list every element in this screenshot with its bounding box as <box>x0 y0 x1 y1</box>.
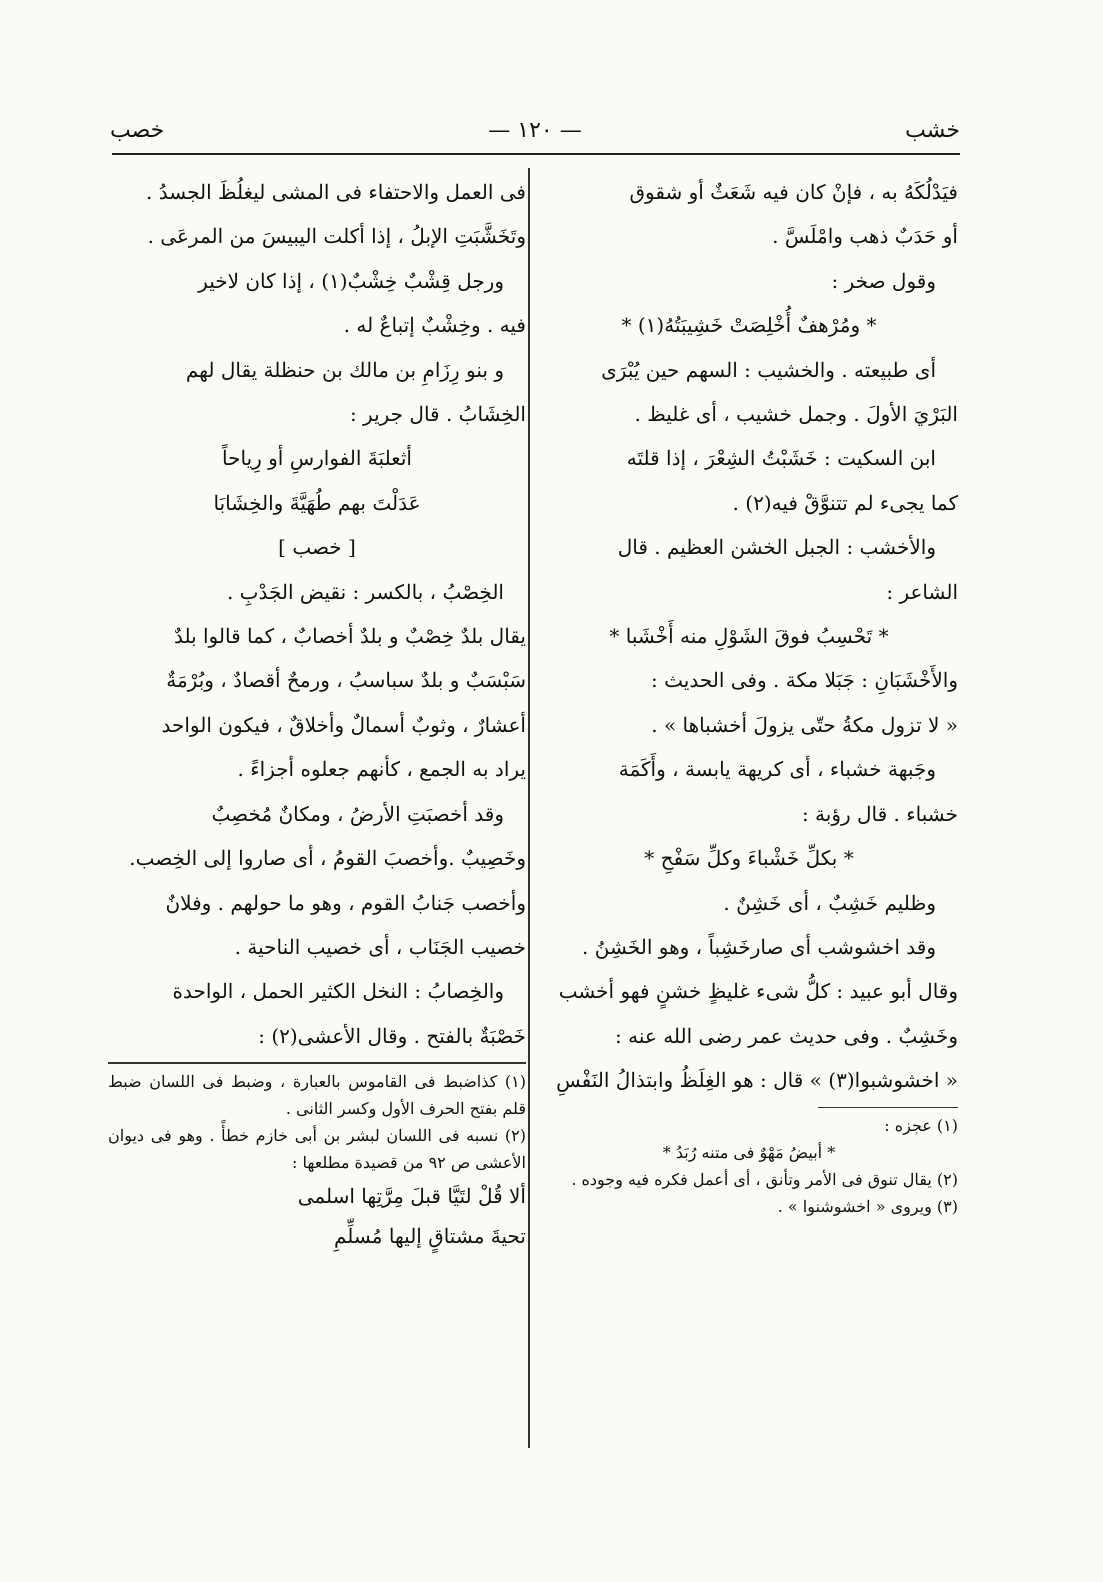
text-line: والأَخْشَبَانِ : جَبَلا مكة . وفى الحديث : <box>651 668 958 693</box>
page-header <box>110 118 960 152</box>
text-line: أى طبيعته . والخشيب : السهم حين يُبْرَى <box>601 357 936 382</box>
text-line: خشباء . قال رؤبة : <box>801 801 958 826</box>
text-line: « اخشوشبوا(٣) » قال : هو الغِلَظُ وابتذالُ النَفْسِ <box>556 1068 958 1093</box>
text-line: الخِصْبُ ، بالكسر : نقيض الجَدْبِ . <box>226 579 504 604</box>
text-line: خصيب الجَنَاب ، أى خصيب الناحية . <box>234 934 526 959</box>
text-line: يقال بلدٌ خِصْبٌ و بلدٌ أخصابٌ ، كما قالوا بلدٌ <box>173 624 526 649</box>
footnote: (٣) ويروى « اخشوشنوا » . <box>777 1197 958 1217</box>
text-line: والخِصابُ : النخل الكثير الحمل ، الواحدة <box>172 979 504 1004</box>
text-line: وخَشِبٌ . وفى حديث عمر رضى الله عنه : <box>615 1023 958 1048</box>
footnote: (٢) نسبه فى اللسان لبشر بن أبى خازم خطأً . وهو فى ديوان الأعشى ص ٩٢ من قصيدة مطلعها : <box>108 1125 526 1172</box>
text-line: وقول صخر : <box>831 268 936 293</box>
text-line: وقال أبو عبيد : كلُّ شىء غليظٍ خشنٍ فهو أخشب <box>558 979 958 1004</box>
header-next-word: خصب <box>110 118 165 143</box>
text-line: وقد أخصبَتِ الأرضُ ، ومكانٌ مُخصِبٌ <box>211 801 504 826</box>
footnote-verse: ألا قُلْ لتَيَّا قبلَ مِرَّتِها اسلمى <box>297 1183 526 1208</box>
right-column <box>540 170 958 1220</box>
text-line: وظليم خَشِبٌ ، أى خَشِنٌ . <box>723 890 936 915</box>
footnote-rule <box>818 1107 958 1109</box>
text-line: أعشارٌ ، وثوبٌ أسمالٌ وأخلاقٌ ، فيكون الواحد <box>161 712 526 737</box>
text-line: كما يجىء لم تتنوَّقْ فيه(٢) . <box>732 490 958 515</box>
text-line: وتَخَشَّبَتِ الإبلُ ، إذا أكلت اليبيسَ من المرعَى . <box>147 224 526 249</box>
text-line: وخَصِيبٌ .وأخصبَ القومُ ، أى صاروا إلى الخِصب. <box>129 846 526 871</box>
text-line: سَبْسَبٌ و بلدٌ سباسبُ ، ورمحٌ أقصادٌ ، وبُرْمَةٌ <box>166 668 526 693</box>
text-line: وأخصب جَنابُ القوم ، وهو ما حولهم . وفلانٌ <box>165 890 526 915</box>
text-line: وجَبهة خشباء ، أى كريهة يابسة ، وأَكَمَة <box>618 757 936 782</box>
page-number: — ١٢٠ — <box>488 118 582 143</box>
text-line: فى العمل والاحتفاء فى المشى ليغلُظَ الجسدُ . <box>146 180 526 204</box>
text-line: يراد به الجمع ، كأنهم جعلوه أجزاءً . <box>237 757 526 782</box>
footnote-rule <box>108 1062 526 1064</box>
text-line: ورجل قِشْبٌ خِشْبٌ(١) ، إذا كان لاخير <box>198 268 504 293</box>
verse-line: * بكلِّ خَشْباءَ وكلِّ سَفْحِ * <box>644 846 854 871</box>
text-line: و بنو رِزَامِ بن مالك بن حنظلة يقال لهم <box>185 357 504 382</box>
text-line: خَصْبَةٌ بالفتح . وقال الأعشى(٢) : <box>258 1023 526 1048</box>
text-line: ابن السكيت : خَشَبْتُ الشِعْرَ ، إذا قلتَه <box>626 446 936 471</box>
text-line: فيه . وخِشْبٌ إتباعٌ له . <box>343 313 526 338</box>
column-divider <box>528 168 530 1448</box>
header-rule <box>112 153 960 155</box>
poem-line: أثعلبَةَ الفوارسِ أو رِياحاً <box>222 446 412 471</box>
footnote-verse: تحيةَ مشتاقٍ إليها مُسلِّمِ <box>334 1223 526 1248</box>
poem-line: عَدَلْتَ بهم طُهَيَّةَ والخِشَابَا <box>213 490 421 515</box>
footnote: (١) عجزه : <box>884 1116 958 1136</box>
text-line: الخِشَابُ . قال جرير : <box>349 402 526 427</box>
left-column <box>108 170 526 1256</box>
footnote-verse: * أبيضُ مَهْوٌ فى متنه رُبَدُ * <box>662 1143 836 1163</box>
footnote: (٢) يقال تنوق فى الأمر وتأنق ، أى أعمل فكره فيه وجوده . <box>571 1170 958 1190</box>
text-line: أو حَدَبٌ ذهب وامْلَسَّ . <box>772 224 958 249</box>
header-entry-word: خشب <box>905 118 960 143</box>
section-heading: [ خصب ] <box>278 535 356 560</box>
text-line: « لا تزول مكةُ حتّى يزولَ أخشباها » . <box>651 712 958 737</box>
text-line: الشاعر : <box>886 579 958 604</box>
text-line: وقد اخشوشب أى صارخَشِباً ، وهو الخَشِنُ . <box>582 934 936 959</box>
text-line: فيَدْلُكَهُ به ، فإنْ كان فيه شَعَثٌ أو شقوق <box>629 180 958 204</box>
text-line: البَرْيَ الأولَ . وجمل خشيب ، أى غليظ . <box>634 402 958 427</box>
verse-line: * تَحْسِبُ فوقَ الشَوْلِ منه أَخْشَبا * <box>609 624 889 649</box>
footnote: (١) كذاضبط فى القاموس بالعبارة ، وضبط فى اللسان ضبط قلم بفتح الحرف الأول وكسر الثانى . <box>108 1071 526 1118</box>
verse-line: * ومُرْهفٌ أُخْلِصَتْ خَشِيبَتُهُ(١) * <box>621 313 877 338</box>
text-line: والأخشب : الجبل الخشن العظيم . قال <box>617 535 936 560</box>
